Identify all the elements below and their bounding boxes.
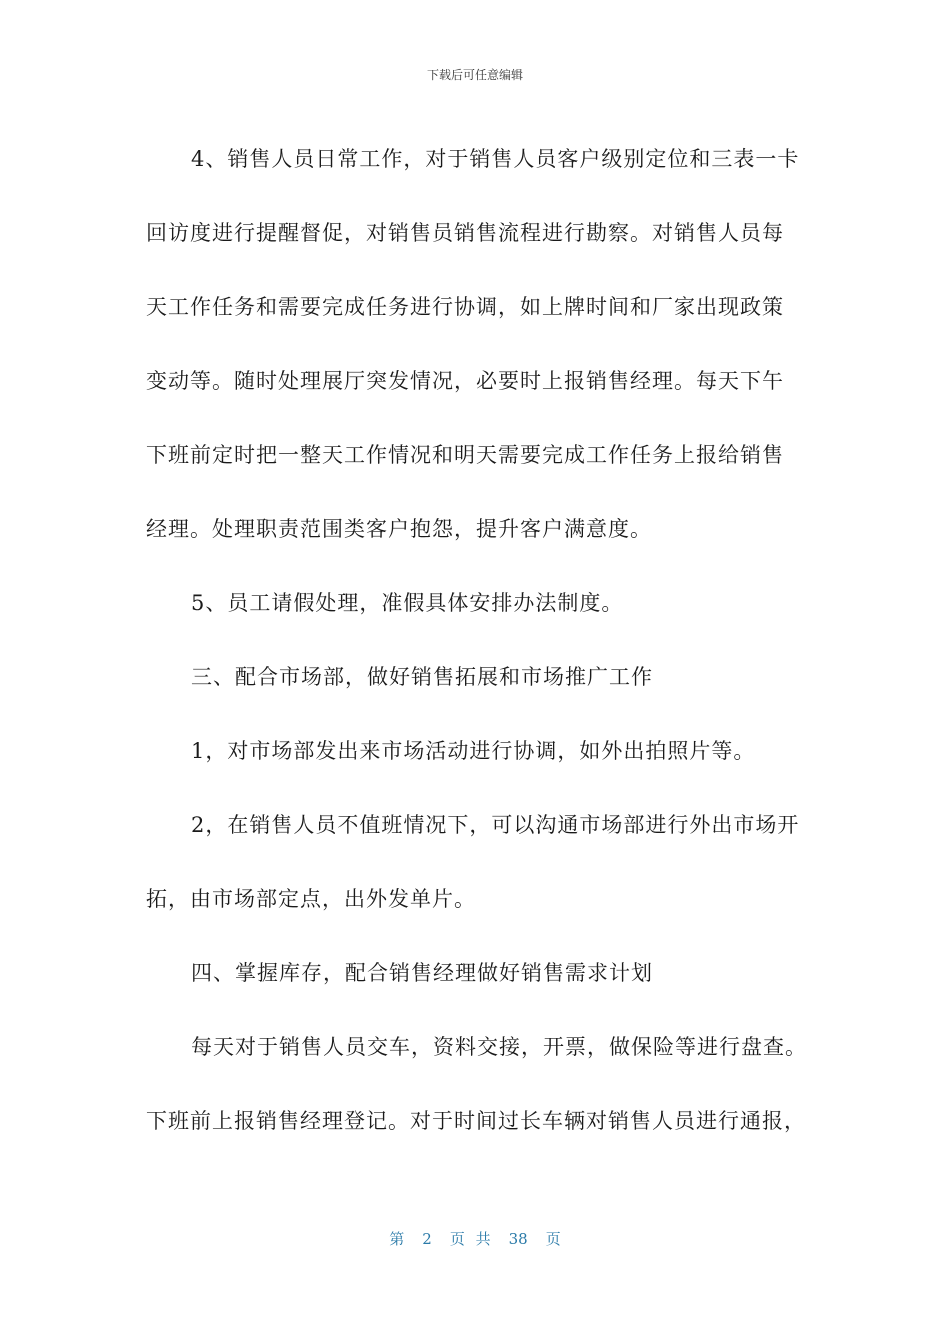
- footer-prefix: 第: [389, 1230, 405, 1248]
- document-body: [146, 122, 806, 1158]
- section-heading: 三、配合市场部，做好销售拓展和市场推广工作: [191, 665, 653, 689]
- paragraph-line: 2，在销售人员不值班情况下，可以沟通市场部进行外出市场开: [191, 813, 800, 837]
- paragraph-line: 下班前定时把一整天工作情况和明天需要完成工作任务上报给销售: [146, 443, 784, 467]
- section-heading: 四、掌握库存，配合销售经理做好销售需求计划: [191, 961, 653, 985]
- paragraph-line: 变动等。随时处理展厅突发情况，必要时上报销售经理。每天下午: [146, 369, 784, 393]
- paragraph-line: 4、销售人员日常工作，对于销售人员客户级别定位和三表一卡: [191, 147, 800, 171]
- page-header: 下载后可任意编辑: [426, 68, 523, 82]
- footer-page-number: 2: [422, 1230, 432, 1248]
- paragraph-line: 经理。处理职责范围类客户抱怨，提升客户满意度。: [146, 517, 652, 541]
- paragraph-line: 拓，由市场部定点，出外发单片。: [146, 887, 476, 911]
- footer-suffix: 页: [545, 1230, 561, 1248]
- footer-total-pages: 38: [508, 1230, 528, 1248]
- paragraph-line: 下班前上报销售经理登记。对于时间过长车辆对销售人员进行通报，: [146, 1109, 806, 1133]
- page-footer: [0, 1228, 950, 1249]
- paragraph-line: 回访度进行提醒督促，对销售员销售流程进行勘察。对销售人员每: [146, 221, 784, 245]
- paragraph-line: 5、员工请假处理，准假具体安排办法制度。: [191, 591, 624, 615]
- footer-middle: 页 共: [449, 1230, 491, 1248]
- paragraph-line: 天工作任务和需要完成任务进行协调，如上牌时间和厂家出现政策: [146, 295, 784, 319]
- paragraph-line: 每天对于销售人员交车，资料交接，开票，做保险等进行盘查。: [191, 1035, 807, 1059]
- paragraph-line: 1，对市场部发出来市场活动进行协调，如外出拍照片等。: [191, 739, 756, 763]
